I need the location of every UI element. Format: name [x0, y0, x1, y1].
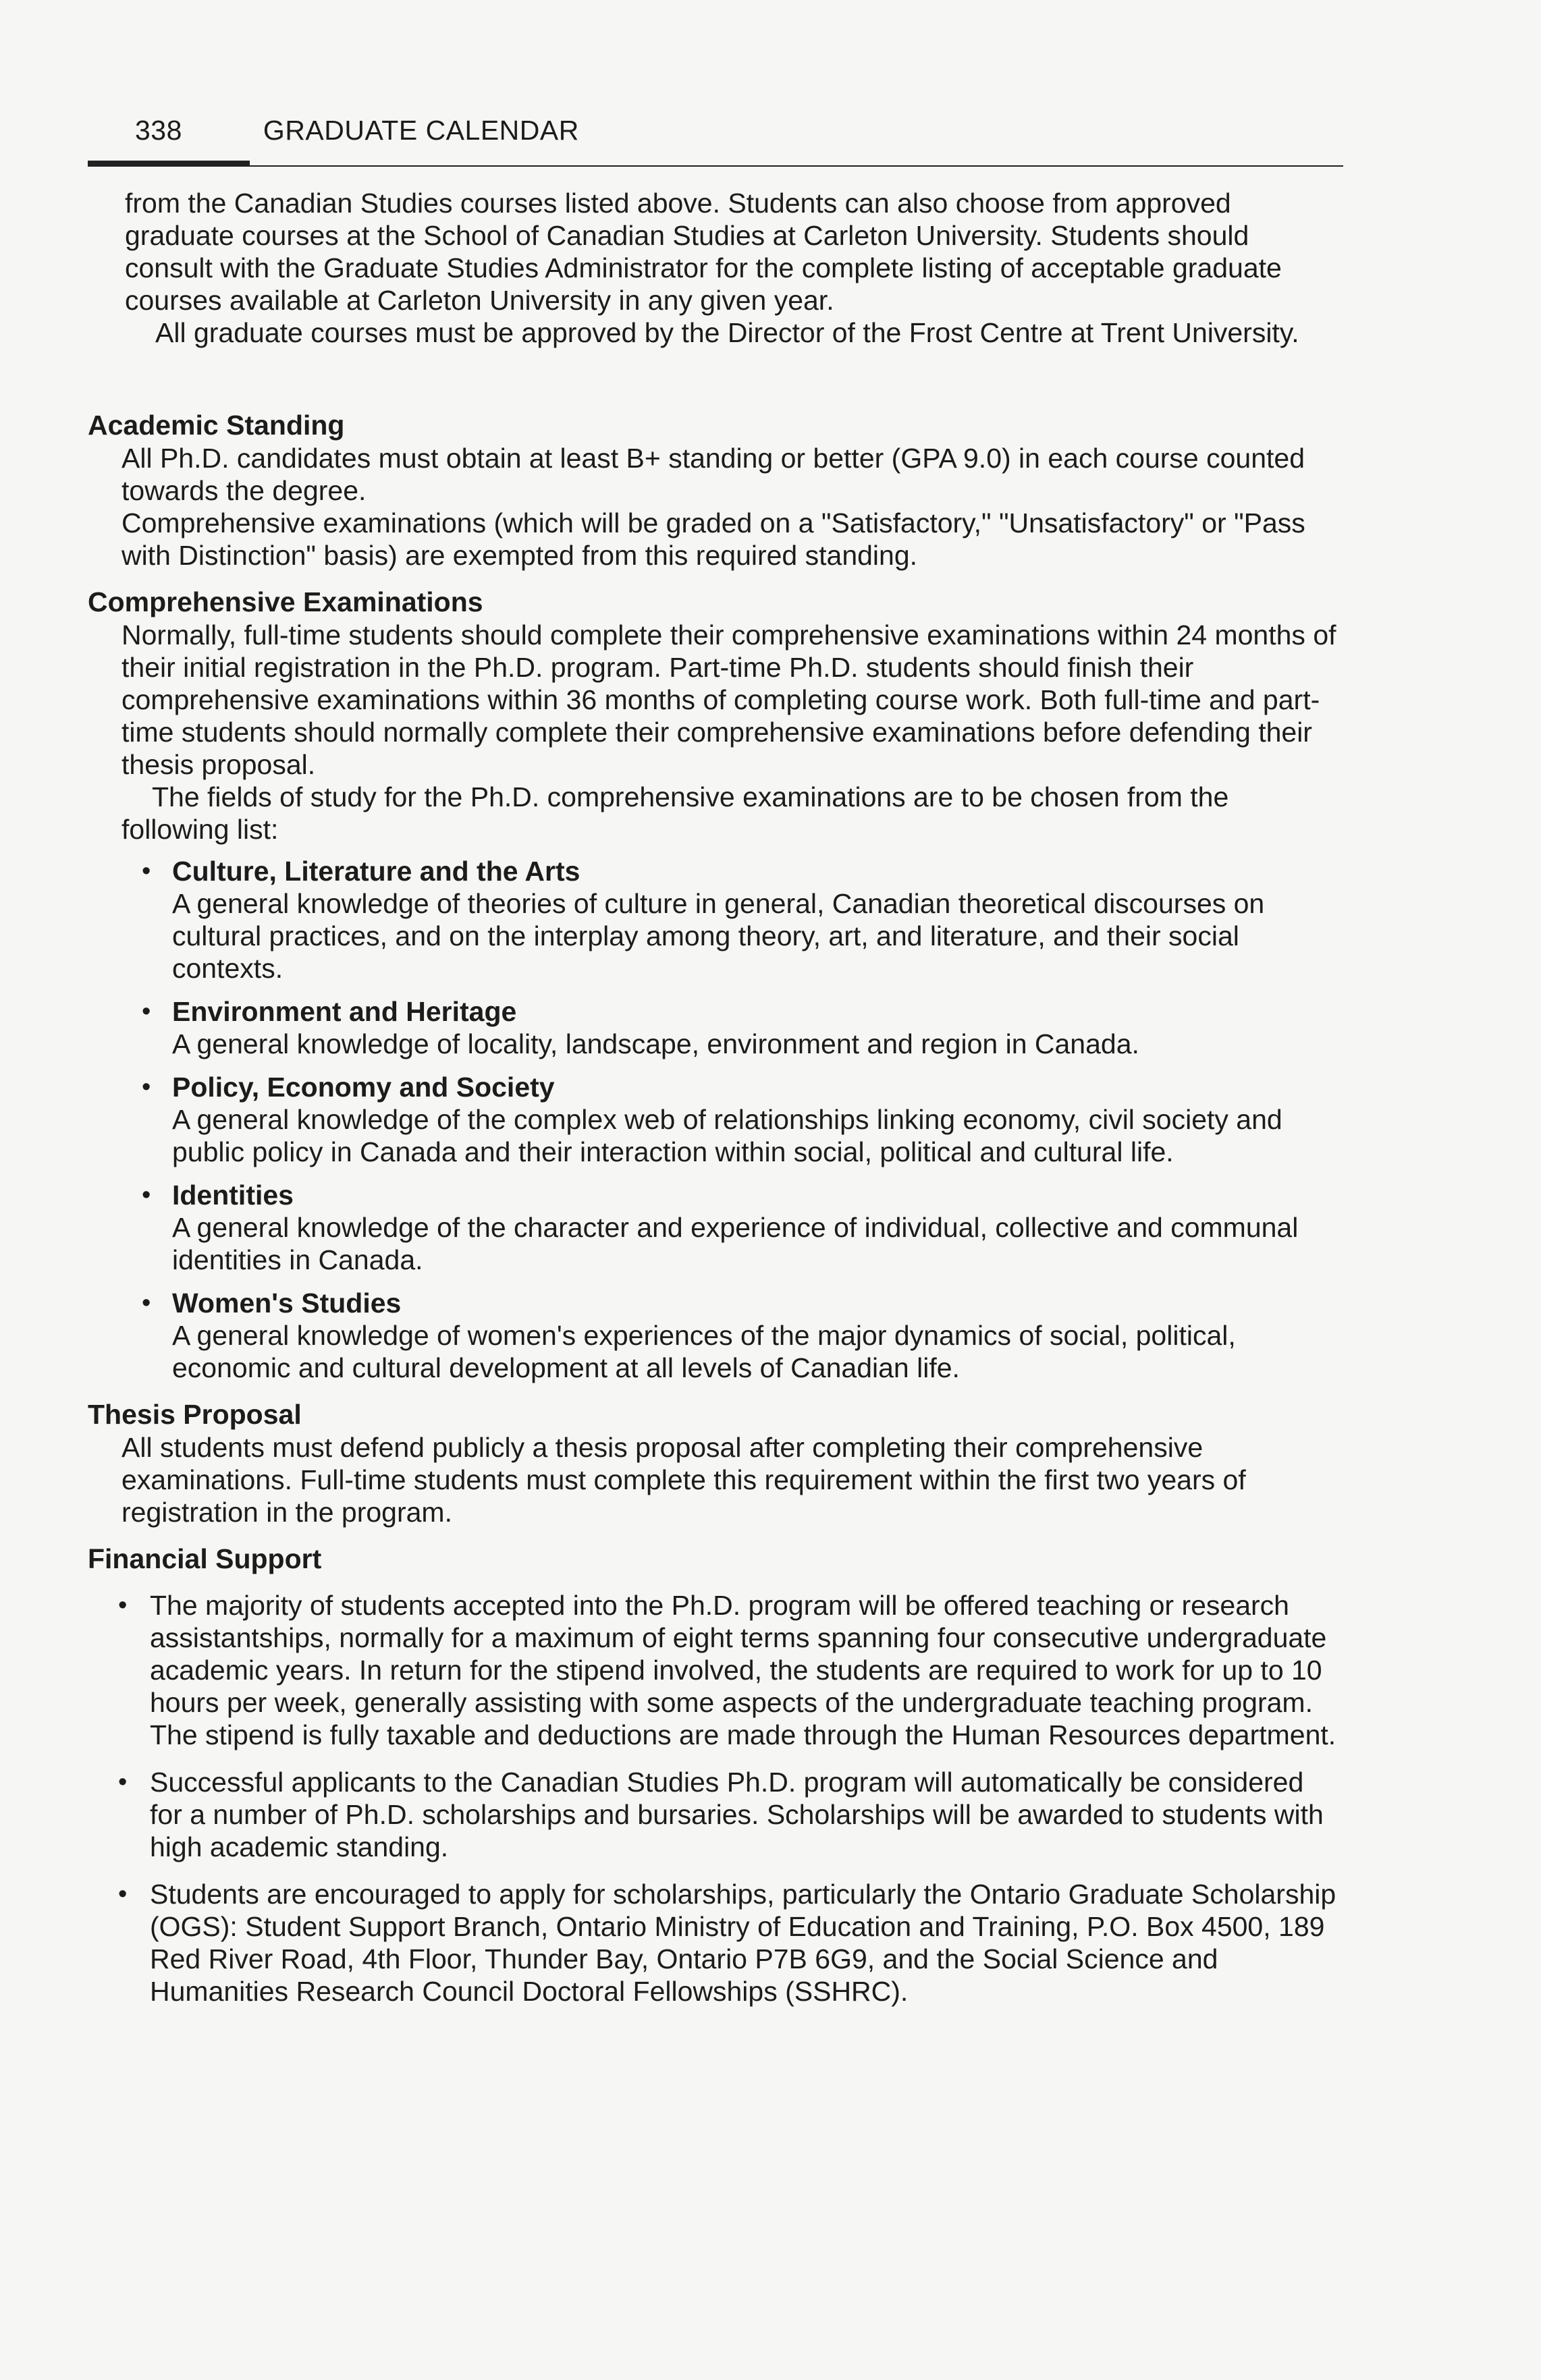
intro-paragraph: All graduate courses must be approved by the Director of the Frost Centre at Trent University. — [155, 317, 1299, 348]
running-title: GRADUATE CALENDAR — [263, 115, 579, 146]
field-title: • Women's Studies — [172, 1288, 402, 1319]
header-rule — [88, 160, 1343, 167]
financial-support-list — [115, 1589, 1343, 2008]
field-description: A general knowledge of the character and experience of individual, collective and communal identities in Canada. — [172, 1212, 1299, 1275]
section-financial-support — [88, 1542, 1343, 2008]
document-body — [88, 187, 1343, 2008]
field-description: A general knowledge of the complex web of relationships linking economy, civil society and public policy in Canada and their interaction within social, political and cultural life. — [172, 1104, 1282, 1167]
field-title: • Culture, Literature and the Arts — [172, 856, 580, 887]
list-item — [138, 1287, 1343, 1384]
list-item: • The majority of students accepted into the Ph.D. program will be offered teaching or research assistantships, normally for a maximum of eight terms spanning four consecutive undergraduate academic years. In return for the stipend involved, the students are required to work for up to 10 hours per week, generally assisting with some aspects of the undergraduate teaching program. The stipend is fully taxable and deductions are made through the Human Resources department. — [115, 1589, 1343, 1751]
field-title: • Identities — [172, 1180, 294, 1211]
section-paragraph: The fields of study for the Ph.D. comprehensive examinations are to be chosen from the following list: — [121, 781, 1229, 845]
field-title: • Environment and Heritage — [172, 996, 517, 1027]
field-description: A general knowledge of theories of culture in general, Canadian theoretical discourses on cultural practices, and on the interplay among theory, art, and literature, and their social contexts. — [172, 888, 1265, 984]
document-page — [88, 115, 1343, 2022]
section-paragraph: All Ph.D. candidates must obtain at least B+ standing or better (GPA 9.0) in each course counted towards the degree. — [121, 443, 1305, 506]
section-academic-standing — [88, 408, 1343, 572]
section-thesis-proposal — [88, 1397, 1343, 1528]
section-paragraph: All students must defend publicly a thesis proposal after completing their comprehensive examinations. Full-time students must complete this requirement within the first two years of registration in the program. — [121, 1432, 1246, 1528]
page-header — [88, 115, 1343, 146]
section-comprehensive-examinations — [88, 585, 1343, 1384]
section-heading: Financial Support — [88, 1543, 322, 1574]
list-item — [138, 1071, 1343, 1168]
header-rule-accent — [88, 161, 250, 167]
section-heading: Academic Standing — [88, 410, 345, 441]
intro-text — [88, 187, 1343, 349]
fields-of-study-list — [138, 855, 1343, 1384]
list-item: • Successful applicants to the Canadian Studies Ph.D. program will automatically be considered for a number of Ph.D. scholarships and bursaries. Scholarships will be awarded to students with high academic standing. — [115, 1766, 1343, 1863]
field-description: A general knowledge of locality, landscape, environment and region in Canada. — [172, 1028, 1139, 1059]
section-heading: Comprehensive Examinations — [88, 586, 483, 617]
list-item — [138, 1179, 1343, 1276]
section-paragraph: Comprehensive examinations (which will be graded on a "Satisfactory," "Unsatisfactory" or "Pass with Distinction" basis) are exempted from this required standing. — [121, 507, 1305, 571]
page-number: 338 — [135, 115, 182, 146]
field-title: • Policy, Economy and Society — [172, 1072, 555, 1103]
intro-paragraph: from the Canadian Studies courses listed above. Students can also choose from approved graduate courses at the School of Canadian Studies at Carleton University. Students should consult with the Graduate Studies Administrator for the complete listing of acceptable graduate courses available at Carleton University in any given year. — [125, 188, 1282, 316]
list-item — [138, 995, 1343, 1060]
section-heading: Thesis Proposal — [88, 1399, 302, 1430]
field-description: A general knowledge of women's experiences of the major dynamics of social, political, economic and cultural development at all levels of Canadian life. — [172, 1320, 1236, 1383]
section-paragraph: Normally, full-time students should complete their comprehensive examinations within 24 months of their initial registration in the Ph.D. program. Part-time Ph.D. students should finish their comprehensive examinations within 36 months of completing course work. Both full-time and part-time students should normally complete their comprehensive examinations before defending their thesis proposal. — [121, 619, 1336, 780]
list-item: • Students are encouraged to apply for scholarships, particularly the Ontario Graduate Scholarship (OGS): Student Support Branch, Ontario Ministry of Education and Training, P.O. Box 4500, 189 Red River Road, 4th Floor, Thunder Bay, Ontario P7B 6G9, and the Social Science and Humanities Research Council Doctoral Fellowships (SSHRC). — [115, 1878, 1343, 2008]
list-item — [138, 855, 1343, 985]
